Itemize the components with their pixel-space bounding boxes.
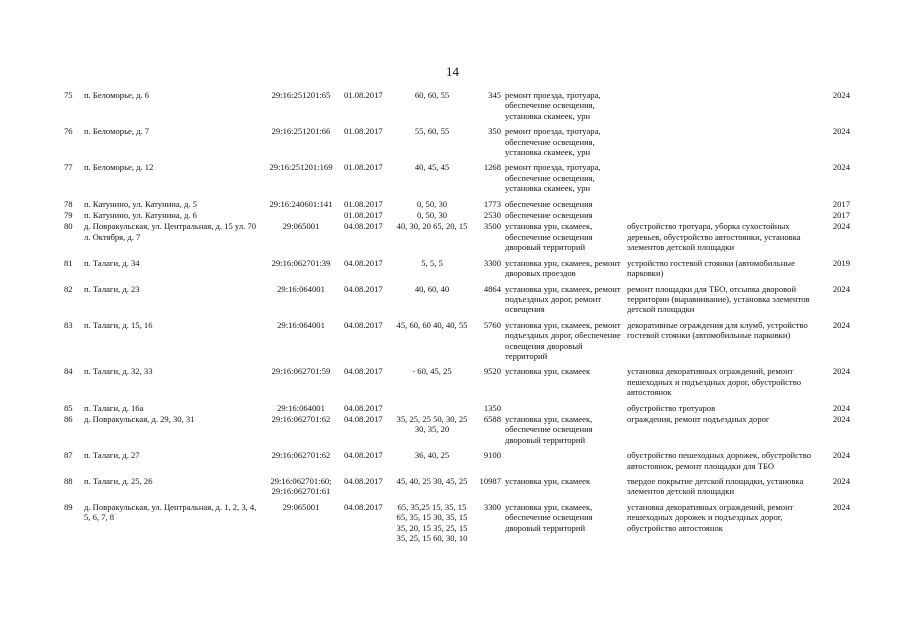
date-cell: 01.08.2017 xyxy=(344,126,383,137)
year-cell: 2024 xyxy=(832,283,850,294)
date-cell: 01.08.2017 xyxy=(344,198,383,209)
area-cell: 1268 xyxy=(483,162,501,173)
row-number: 76 xyxy=(64,126,73,137)
works-extra-cell: ограждения, ремонт подъездных дорог xyxy=(627,413,770,424)
works-current-cell: установка урн, скамеек xyxy=(505,366,591,377)
works-extra-cell: установка декоративных ограждений, ремонт пешеходных дорожек и подъездных дорог, обустройство автостоянок xyxy=(627,501,794,533)
distances-cell: 40, 45, 45 xyxy=(414,162,450,173)
cadastral-number-cell: 29:16:062701:62 xyxy=(271,450,331,461)
row-number: 79 xyxy=(64,210,73,221)
row-number: 80 xyxy=(64,221,73,232)
cadastral-number-cell: 29:16:064001 xyxy=(277,319,325,330)
year-cell: 2024 xyxy=(832,126,850,137)
area-cell: 6588 xyxy=(483,413,501,424)
row-number: 78 xyxy=(64,198,73,209)
distances-cell: 0, 50, 30 xyxy=(416,210,448,221)
table-row xyxy=(62,199,852,210)
table-row xyxy=(62,320,852,367)
distances-cell: 35, 25, 25 50, 30, 25 30, 35, 20 xyxy=(396,413,468,435)
works-current-cell: обеспечение освещения xyxy=(505,210,593,221)
date-cell: 01.08.2017 xyxy=(344,90,383,100)
table-row xyxy=(62,126,852,162)
cadastral-number-cell: 29:16:062701:59 xyxy=(271,366,331,377)
works-current-cell: установка урн, скамеек xyxy=(505,476,591,486)
area-cell: 4864 xyxy=(483,283,501,294)
address-cell: п. Талаги, д. 16а xyxy=(84,402,144,413)
date-cell: 04.08.2017 xyxy=(344,476,383,486)
row-number: 83 xyxy=(64,319,73,330)
registry-table xyxy=(62,90,852,548)
distances-cell xyxy=(394,403,470,414)
works-current-cell: установка урн, скамеек, ремонт подъездных дорог, обеспечение освещения дворовый территорий xyxy=(505,319,621,361)
year-cell: 2024 xyxy=(832,476,850,486)
row-number: 86 xyxy=(64,413,73,424)
works-current-cell: установка урн, скамеек, ремонт дворовых проездов xyxy=(505,257,621,279)
distances-cell: 65, 35,25 15, 35, 15 65, 35, 15 30, 35, 15 35, 20, 15 35, 25, 15 35, 25, 15 60, 30, 10 xyxy=(396,501,468,544)
works-extra-cell: установка декоративных ограждений, ремонт пешеходных и подъездных дорог, обустройство автостоянок xyxy=(627,366,801,398)
cadastral-number-cell: 29:16:062701:60; 29:16:062701:61 xyxy=(270,476,332,497)
area-cell: 345 xyxy=(488,90,501,100)
cadastral-number-cell: 29:16:251201:169 xyxy=(269,162,333,173)
works-current-cell: установка урн, скамеек, обеспечение освещения дворовый территорий xyxy=(505,501,593,533)
distances-cell: 60, 60, 55 xyxy=(414,90,450,100)
date-cell: 04.08.2017 xyxy=(344,221,383,232)
works-current-cell: ремонт проезда, тротуара, обеспечение освещения, установка скамеек, урн xyxy=(505,162,601,194)
year-cell: 2019 xyxy=(832,257,850,268)
works-extra-cell xyxy=(625,199,815,210)
address-cell: д. Повракульская, ул. Центральная, д. 15 ул. 70 л. Октября, д. 7 xyxy=(84,221,256,242)
cadastral-number-cell: 29:16:251201:66 xyxy=(271,126,331,137)
year-cell: 2017 xyxy=(832,198,850,209)
cadastral-number-cell: 29:065001 xyxy=(282,221,320,232)
table-row xyxy=(62,502,852,549)
works-extra-cell xyxy=(625,126,815,162)
table-row xyxy=(62,476,852,502)
row-number: 89 xyxy=(64,501,73,512)
row-number: 75 xyxy=(64,90,73,100)
year-cell: 2017 xyxy=(832,210,850,221)
address-cell: п. Талаги, д. 15, 16 xyxy=(84,319,153,330)
area-cell: 9520 xyxy=(483,366,501,377)
table-row xyxy=(62,90,852,126)
distances-cell: 0, 50, 30 xyxy=(416,198,448,209)
year-cell: 2024 xyxy=(832,402,850,413)
date-cell: 01.08.2017 xyxy=(344,210,383,221)
works-current-cell: установка урн, скамеек, ремонт подъездных дорог, ремонт освещения xyxy=(505,283,621,315)
page-number: 14 xyxy=(446,64,459,79)
area-cell: 1350 xyxy=(483,402,501,413)
cadastral-number-cell xyxy=(260,210,342,221)
address-cell: п. Катунино, ул. Катунина, д. 6 xyxy=(84,210,197,221)
row-number: 88 xyxy=(64,476,73,486)
date-cell: 04.08.2017 xyxy=(344,413,383,424)
address-cell: д. Повракульская, ул. Центральная, д. 1, 2, 3, 4, 5, 6, 7, 8 xyxy=(84,501,257,523)
works-extra-cell xyxy=(625,162,815,198)
works-extra-cell xyxy=(625,210,815,221)
table-row xyxy=(62,258,852,284)
works-current-cell: установка урн, скамеек, обеспечение освещения дворовый территорий xyxy=(505,413,593,445)
year-cell: 2024 xyxy=(832,90,850,100)
distances-cell: 40, 30, 20 65, 20, 15 xyxy=(396,221,468,232)
date-cell: 04.08.2017 xyxy=(344,402,383,413)
distances-cell: 40, 60, 40 xyxy=(414,283,450,294)
row-number: 81 xyxy=(64,257,73,268)
row-number: 77 xyxy=(64,162,73,173)
works-extra-cell: твердое покрытие детской площадки, установка элементов детской площадки xyxy=(627,476,804,497)
works-current-cell xyxy=(503,403,625,414)
date-cell: 04.08.2017 xyxy=(344,366,383,377)
cadastral-number-cell: 29:16:251201:65 xyxy=(271,90,331,100)
year-cell: 2024 xyxy=(832,221,850,232)
table-row xyxy=(62,450,852,476)
distances-cell: - 60, 45, 25 xyxy=(412,366,452,377)
cadastral-number-cell: 29:16:062701:39 xyxy=(271,257,331,268)
area-cell: 3500 xyxy=(483,221,501,232)
table-row xyxy=(62,284,852,320)
works-current-cell: обеспечение освещения xyxy=(505,198,593,209)
row-number: 84 xyxy=(64,366,73,377)
works-extra-cell: обустройство тротуара, уборка сухостойных деревьев, обустройство автостоянки, установка элементов детской площадки xyxy=(627,221,801,253)
distances-cell: 5, 5, 5 xyxy=(421,257,443,268)
works-extra-cell: ремонт площадки для ТБО, отсыпка дворовой территории (выравнивание), установка элементов детской площадки xyxy=(627,283,810,315)
area-cell: 10987 xyxy=(479,476,501,486)
area-cell: 1773 xyxy=(483,198,501,209)
cadastral-number-cell: 29:065001 xyxy=(282,501,320,512)
cadastral-number-cell: 29:16:064001 xyxy=(277,283,325,294)
works-extra-cell: обустройство пешеходных дорожек, обустройство автостоянок, ремонт площадки для ТБО xyxy=(627,450,811,471)
table-row xyxy=(62,403,852,414)
date-cell: 04.08.2017 xyxy=(344,283,383,294)
date-cell: 04.08.2017 xyxy=(344,319,383,330)
works-current-cell: установка урн, скамеек, обеспечение освещения дворовый территорий xyxy=(505,221,593,253)
works-current-cell: ремонт проезда, тротуара, обеспечение освещения, установка скамеек, урн xyxy=(505,90,601,121)
year-cell: 2024 xyxy=(832,366,850,377)
distances-cell: 45, 60, 60 40, 40, 55 xyxy=(396,319,468,330)
year-cell: 2024 xyxy=(832,162,850,173)
date-cell: 04.08.2017 xyxy=(344,450,383,461)
cadastral-number-cell: 29:16:064001 xyxy=(277,402,325,413)
address-cell: п. Талаги, д. 23 xyxy=(84,283,140,294)
year-cell: 2024 xyxy=(832,413,850,424)
year-cell: 2024 xyxy=(832,450,850,461)
works-current-cell xyxy=(503,450,625,476)
address-cell: д. Повракульская, д. 29, 30, 31 xyxy=(84,413,195,424)
address-cell: п. Беломорье, д. 7 xyxy=(84,126,150,137)
cadastral-number-cell: 29:16:062701:62 xyxy=(271,413,331,424)
table-row xyxy=(62,414,852,450)
area-cell: 3300 xyxy=(483,501,501,512)
row-number: 82 xyxy=(64,283,73,294)
works-current-cell: ремонт проезда, тротуара, обеспечение освещения, установка скамеек, урн xyxy=(505,126,601,158)
area-cell: 350 xyxy=(488,126,501,137)
address-cell: п. Талаги, д. 27 xyxy=(84,450,140,461)
distances-cell: 55, 60, 55 xyxy=(414,126,450,137)
area-cell: 3300 xyxy=(483,257,501,268)
date-cell: 04.08.2017 xyxy=(344,257,383,268)
works-extra-cell xyxy=(625,90,815,126)
date-cell: 01.08.2017 xyxy=(344,162,383,173)
table-row xyxy=(62,221,852,257)
cadastral-number-cell: 29:16:240601:141 xyxy=(269,198,333,209)
works-extra-cell: устройство гостевой стоянки (автомобильные парковки) xyxy=(627,257,795,279)
year-cell: 2024 xyxy=(832,319,850,330)
works-extra-cell: обустройство тротуаров xyxy=(627,402,716,413)
address-cell: п. Талаги, д. 34 xyxy=(84,257,140,268)
distances-cell: 36, 40, 25 xyxy=(414,450,450,461)
address-cell: п. Беломорье, д. 6 xyxy=(84,90,150,100)
area-cell: 9100 xyxy=(483,450,501,461)
year-cell: 2024 xyxy=(832,501,850,512)
table-row xyxy=(62,210,852,221)
table-row xyxy=(62,366,852,402)
address-cell: п. Талаги, д. 32, 33 xyxy=(84,366,153,377)
row-number: 87 xyxy=(64,450,73,461)
distances-cell: 45, 40, 25 30, 45, 25 xyxy=(396,476,468,486)
table-row xyxy=(62,162,852,198)
area-cell: 2530 xyxy=(483,210,501,221)
registry-body xyxy=(62,90,852,548)
row-number: 85 xyxy=(64,402,73,413)
address-cell: п. Талаги, д. 25, 26 xyxy=(84,476,153,486)
address-cell: п. Беломорье, д. 12 xyxy=(84,162,154,173)
area-cell: 5760 xyxy=(483,319,501,330)
address-cell: п. Катунино, ул. Катунина, д. 5 xyxy=(84,198,197,209)
date-cell: 04.08.2017 xyxy=(344,501,383,512)
works-extra-cell: декоративные ограждения для клумб, устройство гостевой стоянки (автомобильные парковки) xyxy=(627,319,808,341)
